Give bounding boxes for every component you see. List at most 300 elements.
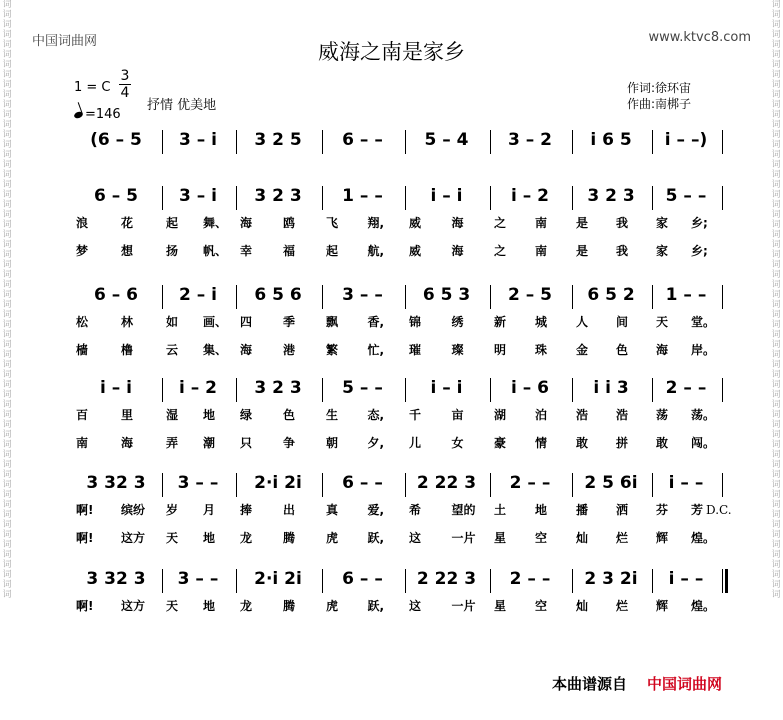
measure: i – i bbox=[430, 186, 463, 206]
watermark-char: 词 bbox=[2, 430, 12, 440]
watermark-char: 词 bbox=[771, 460, 781, 470]
lyric-syllable: 洒 bbox=[616, 503, 629, 517]
watermark-char: 词 bbox=[771, 510, 781, 520]
watermark-char: 词 bbox=[771, 580, 781, 590]
bar-line bbox=[236, 186, 237, 210]
lyric-syllable: 海 bbox=[451, 216, 464, 230]
lyricist: 作词:徐环宙 bbox=[627, 81, 692, 95]
lyric-syllable: 湖 bbox=[494, 408, 507, 422]
lyric-syllable: 敢 bbox=[576, 436, 589, 450]
watermark-char: 词 bbox=[771, 150, 781, 160]
watermark-char: 词 bbox=[2, 510, 12, 520]
lyric-syllable: 起 bbox=[166, 216, 179, 230]
watermark-char: 词 bbox=[2, 280, 12, 290]
lyric-syllable: 是 bbox=[576, 244, 589, 258]
watermark-char: 词 bbox=[2, 70, 12, 80]
lyric-syllable: 真 bbox=[326, 503, 339, 517]
lyric-syllable: 跃, bbox=[367, 531, 385, 545]
source-footer bbox=[552, 673, 722, 694]
watermark-char: 词 bbox=[771, 10, 781, 20]
watermark-char: 词 bbox=[2, 60, 12, 70]
final-bar-line bbox=[725, 569, 728, 593]
bar-line bbox=[236, 473, 237, 497]
watermark-char: 词 bbox=[771, 170, 781, 180]
bar-line bbox=[722, 378, 723, 402]
lyric-syllable: 空 bbox=[535, 531, 548, 545]
lyric-syllable: 女 bbox=[451, 436, 464, 450]
watermark-char: 词 bbox=[771, 160, 781, 170]
measure: 3 – 2 bbox=[508, 130, 552, 150]
watermark-char: 词 bbox=[2, 110, 12, 120]
lyric-syllable: 天 bbox=[166, 599, 179, 613]
measure: 2 22 3 bbox=[416, 473, 477, 493]
notes-row bbox=[0, 376, 783, 406]
watermark-char: 词 bbox=[2, 0, 12, 10]
watermark-char: 词 bbox=[2, 170, 12, 180]
bar-line bbox=[722, 473, 723, 497]
watermark-char: 词 bbox=[2, 320, 12, 330]
watermark-char: 词 bbox=[2, 550, 12, 560]
measure: i – – bbox=[668, 569, 704, 589]
watermark-char: 词 bbox=[2, 40, 12, 50]
measure: 6 – 6 bbox=[94, 285, 138, 305]
watermark-char: 词 bbox=[2, 300, 12, 310]
lyric-syllable: 飘 bbox=[326, 315, 339, 329]
lyric-syllable: 啊! bbox=[76, 503, 94, 517]
bar-line bbox=[490, 130, 491, 154]
lyric-syllable: 空 bbox=[535, 599, 548, 613]
lyric-syllable: 煌。 bbox=[691, 531, 716, 545]
measure: 2 5 6i bbox=[584, 473, 638, 493]
watermark-char: 词 bbox=[2, 310, 12, 320]
measure: 1 – – bbox=[342, 186, 383, 206]
watermark-char: 词 bbox=[2, 520, 12, 530]
lyric-syllable: 浩 bbox=[576, 408, 589, 422]
bar-line bbox=[652, 130, 653, 154]
lyric-syllable: 烂 bbox=[616, 599, 629, 613]
lyric-syllable: 云 bbox=[166, 343, 179, 357]
watermark-char: 词 bbox=[771, 480, 781, 490]
watermark-char: 词 bbox=[771, 250, 781, 260]
bar-line bbox=[722, 130, 723, 154]
watermark-char: 词 bbox=[771, 70, 781, 80]
lyric-syllable: 啊! bbox=[76, 531, 94, 545]
lyric-syllable: 地 bbox=[203, 599, 216, 613]
lyric-syllable: 梦 bbox=[76, 244, 89, 258]
lyric-syllable: 播 bbox=[576, 503, 589, 517]
measure: i i 3 bbox=[593, 378, 629, 398]
lyric-line bbox=[0, 529, 783, 545]
lyric-syllable: 望的 bbox=[451, 503, 476, 517]
lyric-syllable: 儿 bbox=[409, 436, 422, 450]
measure: 2 – i bbox=[179, 285, 217, 305]
watermark-char: 词 bbox=[771, 350, 781, 360]
key-signature: 1 = C bbox=[74, 80, 111, 95]
watermark-char: 词 bbox=[771, 130, 781, 140]
watermark-char: 词 bbox=[2, 560, 12, 570]
bar-line bbox=[405, 130, 406, 154]
notes-row bbox=[0, 567, 783, 597]
lyric-syllable: 我 bbox=[616, 244, 629, 258]
watermark-char: 词 bbox=[771, 320, 781, 330]
lyric-syllable: 虎 bbox=[326, 599, 339, 613]
measure: 2 – 5 bbox=[508, 285, 552, 305]
watermark-char: 词 bbox=[2, 80, 12, 90]
watermark-char: 词 bbox=[771, 270, 781, 280]
lyric-syllable: 星 bbox=[494, 531, 507, 545]
lyric-line bbox=[0, 406, 783, 422]
lyric-syllable: 海 bbox=[121, 436, 134, 450]
lyric-syllable: 色 bbox=[616, 343, 629, 357]
bar-line bbox=[236, 285, 237, 309]
watermark-char: 词 bbox=[2, 580, 12, 590]
lyric-syllable: 帆、 bbox=[203, 244, 228, 258]
watermark-char: 词 bbox=[2, 420, 12, 430]
watermark-char: 词 bbox=[2, 200, 12, 210]
bar-line bbox=[162, 378, 163, 402]
bar-line bbox=[572, 378, 573, 402]
watermark-char: 词 bbox=[2, 140, 12, 150]
bar-line bbox=[652, 569, 653, 593]
watermark-char: 词 bbox=[2, 540, 12, 550]
watermark-char: 词 bbox=[2, 500, 12, 510]
measure: 2 3 2i bbox=[584, 569, 638, 589]
lyric-syllable: 百 bbox=[76, 408, 89, 422]
watermark-char: 词 bbox=[2, 210, 12, 220]
measure: i – 2 bbox=[511, 186, 549, 206]
measure: 3 2 3 bbox=[254, 378, 302, 398]
bar-line bbox=[162, 186, 163, 210]
lyric-syllable: 泊 bbox=[535, 408, 548, 422]
lyric-syllable: 人 bbox=[576, 315, 589, 329]
lyric-syllable: 捧 bbox=[240, 503, 253, 517]
lyric-syllable: 生 bbox=[326, 408, 339, 422]
measure: 3 – – bbox=[342, 285, 383, 305]
quarter-note-icon bbox=[73, 110, 84, 119]
watermark-char: 词 bbox=[2, 490, 12, 500]
bar-line bbox=[405, 569, 406, 593]
watermark-char: 词 bbox=[771, 220, 781, 230]
watermark-char: 词 bbox=[771, 120, 781, 130]
site-name: 中国词曲网 bbox=[32, 34, 98, 49]
lyric-line bbox=[0, 214, 783, 230]
watermark-char: 词 bbox=[771, 520, 781, 530]
measure: i 6 5 bbox=[590, 130, 632, 150]
watermark-char: 词 bbox=[2, 330, 12, 340]
watermark-char: 词 bbox=[2, 440, 12, 450]
bar-line bbox=[572, 186, 573, 210]
lyric-syllable: 啊! bbox=[76, 599, 94, 613]
lyric-syllable: 荡。 bbox=[691, 408, 716, 422]
site-url[interactable]: www.ktvc8.com bbox=[648, 30, 751, 45]
measure: 3 32 3 bbox=[86, 569, 146, 589]
lyric-syllable: 这 bbox=[409, 531, 422, 545]
measure: 3 32 3 bbox=[86, 473, 146, 493]
lyric-syllable: 龙 bbox=[240, 599, 253, 613]
lyric-syllable: 一片 bbox=[451, 531, 476, 545]
lyric-syllable: 辉 bbox=[656, 599, 669, 613]
watermark-char: 词 bbox=[771, 80, 781, 90]
bar-line bbox=[236, 130, 237, 154]
lyric-syllable: 腾 bbox=[283, 531, 296, 545]
credits bbox=[627, 80, 691, 112]
lyric-syllable: 四 bbox=[240, 315, 253, 329]
measure: 3 – i bbox=[179, 186, 217, 206]
lyric-syllable: 繁 bbox=[326, 343, 339, 357]
lyric-syllable: 城 bbox=[535, 315, 548, 329]
lyric-syllable: 我 bbox=[616, 216, 629, 230]
lyric-syllable: 绣 bbox=[451, 315, 464, 329]
lyric-syllable: 岁 bbox=[166, 503, 179, 517]
measure: 3 – – bbox=[177, 569, 219, 589]
bar-line bbox=[652, 186, 653, 210]
lyric-syllable: 千 bbox=[409, 408, 422, 422]
lyric-line bbox=[0, 501, 783, 517]
lyric-syllable: 忙, bbox=[367, 343, 385, 357]
bar-line bbox=[322, 285, 323, 309]
watermark-char: 词 bbox=[771, 40, 781, 50]
lyric-syllable: 情 bbox=[535, 436, 548, 450]
watermark-char: 词 bbox=[771, 570, 781, 580]
measure: 5 – – bbox=[342, 378, 383, 398]
watermark-char: 词 bbox=[771, 470, 781, 480]
watermark-char: 词 bbox=[771, 260, 781, 270]
watermark-char: 词 bbox=[2, 290, 12, 300]
lyric-syllable: 弄 bbox=[166, 436, 179, 450]
watermark-char: 词 bbox=[771, 0, 781, 10]
watermark-char: 词 bbox=[2, 90, 12, 100]
watermark-char: 词 bbox=[771, 440, 781, 450]
measure: 2 22 3 bbox=[416, 569, 477, 589]
watermark-char: 词 bbox=[2, 370, 12, 380]
lyric-syllable: 堂。 bbox=[691, 315, 716, 329]
lyric-syllable: 土 bbox=[494, 503, 507, 517]
watermark-char: 词 bbox=[2, 50, 12, 60]
lyric-syllable: 闯。 bbox=[691, 436, 716, 450]
lyric-syllable: 缤纷 bbox=[121, 503, 146, 517]
watermark-char: 词 bbox=[2, 400, 12, 410]
measure: i – i bbox=[430, 378, 463, 398]
lyric-syllable: 福 bbox=[283, 244, 296, 258]
tempo-mark: =146 bbox=[74, 107, 121, 122]
measure: 5 – – bbox=[665, 186, 707, 206]
lyric-syllable: 珠 bbox=[535, 343, 548, 357]
lyric-syllable: 航, bbox=[367, 244, 385, 258]
lyric-syllable: 翔, bbox=[367, 216, 385, 230]
watermark-char: 词 bbox=[2, 270, 12, 280]
lyric-syllable: 幸 bbox=[240, 244, 253, 258]
watermark-char: 词 bbox=[2, 30, 12, 40]
measure: 6 – 5 bbox=[94, 186, 138, 206]
lyric-syllable: 舞、 bbox=[203, 216, 228, 230]
watermark-char: 词 bbox=[771, 380, 781, 390]
measure: 3 – – bbox=[177, 473, 219, 493]
lyric-syllable: 辉 bbox=[656, 531, 669, 545]
watermark-char: 词 bbox=[771, 310, 781, 320]
da-capo-mark: D.C. bbox=[706, 503, 732, 517]
lyric-syllable: 画、 bbox=[203, 315, 228, 329]
watermark-char: 词 bbox=[771, 280, 781, 290]
watermark-char: 词 bbox=[771, 530, 781, 540]
watermark-char: 词 bbox=[2, 160, 12, 170]
bar-line bbox=[572, 130, 573, 154]
bar-line bbox=[405, 285, 406, 309]
lyric-syllable: 橹 bbox=[121, 343, 134, 357]
notes-row bbox=[0, 128, 783, 158]
watermark-char: 词 bbox=[771, 370, 781, 380]
watermark-char: 词 bbox=[771, 180, 781, 190]
watermark-char: 词 bbox=[771, 190, 781, 200]
bar-line bbox=[722, 569, 723, 593]
bar-line bbox=[722, 285, 723, 309]
bar-line bbox=[162, 130, 163, 154]
watermark-char: 词 bbox=[2, 350, 12, 360]
measure: i – i bbox=[100, 378, 132, 398]
watermark-char: 词 bbox=[2, 180, 12, 190]
measure: (6 – 5 bbox=[90, 130, 142, 150]
lyric-syllable: 璀 bbox=[409, 343, 422, 357]
watermark-char: 词 bbox=[771, 240, 781, 250]
measure: i – 6 bbox=[511, 378, 549, 398]
watermark-char: 词 bbox=[771, 330, 781, 340]
bar-line bbox=[490, 473, 491, 497]
measure: 2·i 2i bbox=[254, 569, 302, 589]
bar-line bbox=[405, 473, 406, 497]
watermark-char: 词 bbox=[2, 190, 12, 200]
lyric-syllable: 浩 bbox=[616, 408, 629, 422]
measure: 5 – 4 bbox=[424, 130, 469, 150]
time-signature: 3 4 bbox=[120, 68, 130, 101]
lyric-syllable: 朝 bbox=[326, 436, 339, 450]
bar-line bbox=[322, 473, 323, 497]
lyric-syllable: 集、 bbox=[203, 343, 228, 357]
bar-line bbox=[322, 569, 323, 593]
bar-line bbox=[572, 473, 573, 497]
lyric-syllable: 只 bbox=[240, 436, 253, 450]
lyric-syllable: 南 bbox=[535, 216, 548, 230]
bar-line bbox=[405, 186, 406, 210]
watermark-char: 词 bbox=[771, 430, 781, 440]
lyric-line bbox=[0, 242, 783, 258]
watermark-char: 词 bbox=[771, 450, 781, 460]
lyric-line bbox=[0, 597, 783, 613]
lyric-syllable: 希 bbox=[409, 503, 422, 517]
bar-line bbox=[652, 285, 653, 309]
watermark-char: 词 bbox=[771, 30, 781, 40]
measure: 3 – i bbox=[179, 130, 217, 150]
watermark-char: 词 bbox=[2, 590, 12, 600]
lyric-syllable: 威 bbox=[409, 216, 422, 230]
lyric-syllable: 想 bbox=[121, 244, 134, 258]
bar-line bbox=[490, 186, 491, 210]
lyric-syllable: 里 bbox=[121, 408, 134, 422]
watermark-char: 词 bbox=[771, 20, 781, 30]
lyric-syllable: 浪 bbox=[76, 216, 89, 230]
lyric-syllable: 扬 bbox=[166, 244, 179, 258]
lyric-syllable: 腾 bbox=[283, 599, 296, 613]
watermark-char: 词 bbox=[2, 10, 12, 20]
lyric-syllable: 一片 bbox=[451, 599, 476, 613]
watermark-char: 词 bbox=[771, 490, 781, 500]
watermark-char: 词 bbox=[771, 590, 781, 600]
watermark-char: 词 bbox=[771, 60, 781, 70]
bar-line bbox=[572, 569, 573, 593]
watermark-char: 词 bbox=[2, 390, 12, 400]
lyric-syllable: 亩 bbox=[451, 408, 464, 422]
lyric-syllable: 鸥 bbox=[283, 216, 296, 230]
lyric-syllable: 岸。 bbox=[691, 343, 716, 357]
lyric-syllable: 明 bbox=[494, 343, 507, 357]
lyric-syllable: 香, bbox=[367, 315, 385, 329]
lyric-syllable: 这方 bbox=[121, 531, 146, 545]
lyric-syllable: 敢 bbox=[656, 436, 669, 450]
bar-line bbox=[652, 378, 653, 402]
watermark-char: 词 bbox=[771, 400, 781, 410]
bar-line bbox=[490, 378, 491, 402]
watermark-char: 词 bbox=[2, 240, 12, 250]
bar-line bbox=[162, 569, 163, 593]
lyric-syllable: 跃, bbox=[367, 599, 385, 613]
watermark-char: 词 bbox=[771, 340, 781, 350]
measure: 3 2 5 bbox=[254, 130, 302, 150]
song-title: 威海之南是家乡 bbox=[318, 40, 465, 64]
measure: 2 – – bbox=[509, 473, 551, 493]
lyric-syllable: 金 bbox=[576, 343, 589, 357]
lyric-syllable: 湿 bbox=[166, 408, 179, 422]
notes-row bbox=[0, 184, 783, 214]
lyric-syllable: 夕, bbox=[367, 436, 385, 450]
lyric-syllable: 豪 bbox=[494, 436, 507, 450]
lyric-syllable: 态, bbox=[367, 408, 385, 422]
watermark-char: 词 bbox=[771, 420, 781, 430]
watermark-char: 词 bbox=[771, 200, 781, 210]
lyric-syllable: 潮 bbox=[203, 436, 216, 450]
lyric-syllable: 是 bbox=[576, 216, 589, 230]
lyric-syllable: 松 bbox=[76, 315, 89, 329]
lyric-syllable: 南 bbox=[535, 244, 548, 258]
expression-mark: 抒情 优美地 bbox=[147, 98, 217, 113]
watermark-char: 词 bbox=[771, 300, 781, 310]
watermark-char: 词 bbox=[2, 470, 12, 480]
lyric-syllable: 荡 bbox=[656, 408, 669, 422]
measure: 3 2 3 bbox=[254, 186, 302, 206]
measure: 6 – – bbox=[342, 473, 383, 493]
bar-line bbox=[490, 285, 491, 309]
lyric-syllable: 南 bbox=[76, 436, 89, 450]
measure: 6 5 2 bbox=[587, 285, 635, 305]
measure: 6 – – bbox=[342, 130, 383, 150]
lyric-syllable: 海 bbox=[451, 244, 464, 258]
bar-line bbox=[490, 569, 491, 593]
measure: i – – bbox=[668, 473, 704, 493]
bar-line bbox=[405, 378, 406, 402]
lyric-syllable: 海 bbox=[656, 343, 669, 357]
lyric-syllable: 之 bbox=[494, 244, 507, 258]
measure: 6 5 3 bbox=[422, 285, 471, 305]
lyric-syllable: 色 bbox=[283, 408, 296, 422]
watermark-char: 词 bbox=[2, 120, 12, 130]
lyric-syllable: 龙 bbox=[240, 531, 253, 545]
lyric-syllable: 乡; bbox=[691, 244, 708, 258]
source-brand[interactable]: 中国词曲网 bbox=[647, 675, 723, 693]
bar-line bbox=[322, 186, 323, 210]
lyric-syllable: 灿 bbox=[576, 599, 589, 613]
watermark-char: 词 bbox=[2, 340, 12, 350]
watermark-char: 词 bbox=[771, 100, 781, 110]
lyric-syllable: 芬 bbox=[656, 503, 669, 517]
lyric-syllable: 家 bbox=[656, 244, 669, 258]
measure: i – 2 bbox=[179, 378, 217, 398]
